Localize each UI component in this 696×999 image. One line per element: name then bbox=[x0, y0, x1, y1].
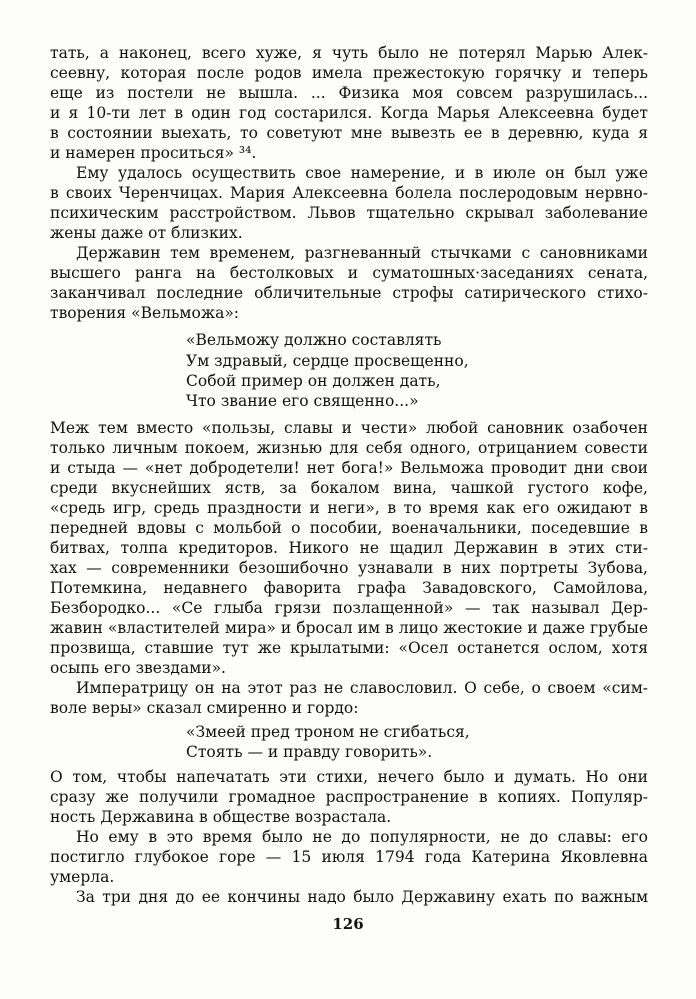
text-line: и я 10-ти лет в один год состарился. Когда Марья Алексеевна будет bbox=[50, 104, 648, 123]
text-line: прозвища, ставшие тут же крылатыми: «Осел останется ослом, хотя bbox=[50, 638, 648, 657]
text-line: Императрицу он на этот раз не славословил. О себе, о своем «сим- bbox=[76, 679, 648, 697]
text-line: в состоянии выехать, то советуют мне вывезть ее в деревню, куда я bbox=[50, 124, 648, 143]
text-line: постигло глубокое горе — 15 июля 1794 года Катерина Яковлевна bbox=[50, 847, 648, 866]
page-number: 126 bbox=[332, 915, 364, 933]
text-line: хах — современники безошибочно узнавали в них портреты Зубова, bbox=[50, 558, 648, 577]
text-line: творения «Вельможа»: bbox=[50, 304, 240, 323]
verse-line: Ум здравый, сердце просвещенно, bbox=[186, 351, 469, 370]
text-line: За три дня до ее кончины надо было Державину ехать по важным bbox=[76, 888, 648, 906]
text-line: умерла. bbox=[50, 868, 115, 886]
text-line: Потемкина, недавнего фаворита графа Завадовского, Самойлова, bbox=[50, 578, 648, 597]
text-line: Ему удалось осуществить свое намерение, и в июле он был уже bbox=[76, 164, 648, 183]
text-line: жены даже от близких. bbox=[50, 224, 243, 243]
text-line: осыпь его звездами». bbox=[50, 658, 226, 677]
text-line: Меж тем вместо «пользы, славы и чести» любой сановник озабочен bbox=[50, 418, 648, 437]
verse-line: «Вельможу должно составлять bbox=[186, 331, 442, 350]
text-line: среди вкуснейших яств, за бокалом вина, чашкой густого кофе, bbox=[50, 478, 648, 497]
text-line: и намерен проситься» ³⁴. bbox=[50, 144, 257, 163]
text-line: сразу же получили громадное распространение в копиях. Популяр- bbox=[50, 787, 648, 806]
text-line: передней вдовы с мольбой о пособии, военачальники, поседевшие в bbox=[50, 518, 648, 537]
text-line: психическим расстройством. Львов тщательно скрывал заболевание bbox=[50, 204, 648, 223]
text-line: в своих Черенчицах. Мария Алексеевна болела послеродовым нервно- bbox=[50, 184, 648, 203]
text-line: Державин тем временем, разгневанный стычками с сановниками bbox=[76, 244, 648, 263]
text-line: сеевну, которая после родов имела прежестокую горячку и теперь bbox=[50, 64, 648, 82]
verse-line: Стоять — и правду говорить». bbox=[186, 743, 433, 762]
text-line: Безбородко... «Се глыба грязи позлащенной» — так называл Дер- bbox=[50, 598, 648, 617]
text-line: «средь игр, средь праздности и неги», в то время как его ожидают в bbox=[50, 498, 648, 517]
verse-line: Собой пример он должен дать, bbox=[186, 371, 441, 390]
text-line: только личным покоем, жизнью для себя одного, отрицанием совести bbox=[50, 438, 648, 457]
text-line: жавин «властителей мира» и бросал им в лицо жестокие и даже грубые bbox=[50, 618, 648, 637]
text-line: воле веры» сказал смиренно и гордо: bbox=[50, 699, 359, 717]
text-line: высшего ранга на бестолковых и суматошных·заседаниях сената, bbox=[50, 264, 648, 283]
verse-line: Что звание его священно...» bbox=[186, 391, 419, 410]
text-line: и стыда — «нет добродетели! нет бога!» Вельможа проводит дни свои bbox=[50, 458, 648, 477]
text-line: Но ему в это время было не до популярности, не до славы: его bbox=[76, 827, 648, 846]
text-line: ность Державина в обществе возрастала. bbox=[50, 807, 392, 826]
text-line: тать, а наконец, всего хуже, я чуть было не потерял Марью Алек- bbox=[50, 44, 648, 62]
text-line: О том, чтобы напечатать эти стихи, нечего было и думать. Но они bbox=[50, 767, 648, 786]
text-line: битвах, толпа кредиторов. Никого не щадил Державин в этих сти- bbox=[50, 538, 648, 557]
text-line: еще из постели не вышла. ... Физика моя совсем разрушилась... bbox=[50, 84, 648, 103]
verse-line: «Змеей пред троном не сгибаться, bbox=[186, 723, 470, 742]
text-line: заканчивал последние обличительные строфы сатирического стихо- bbox=[50, 284, 648, 303]
